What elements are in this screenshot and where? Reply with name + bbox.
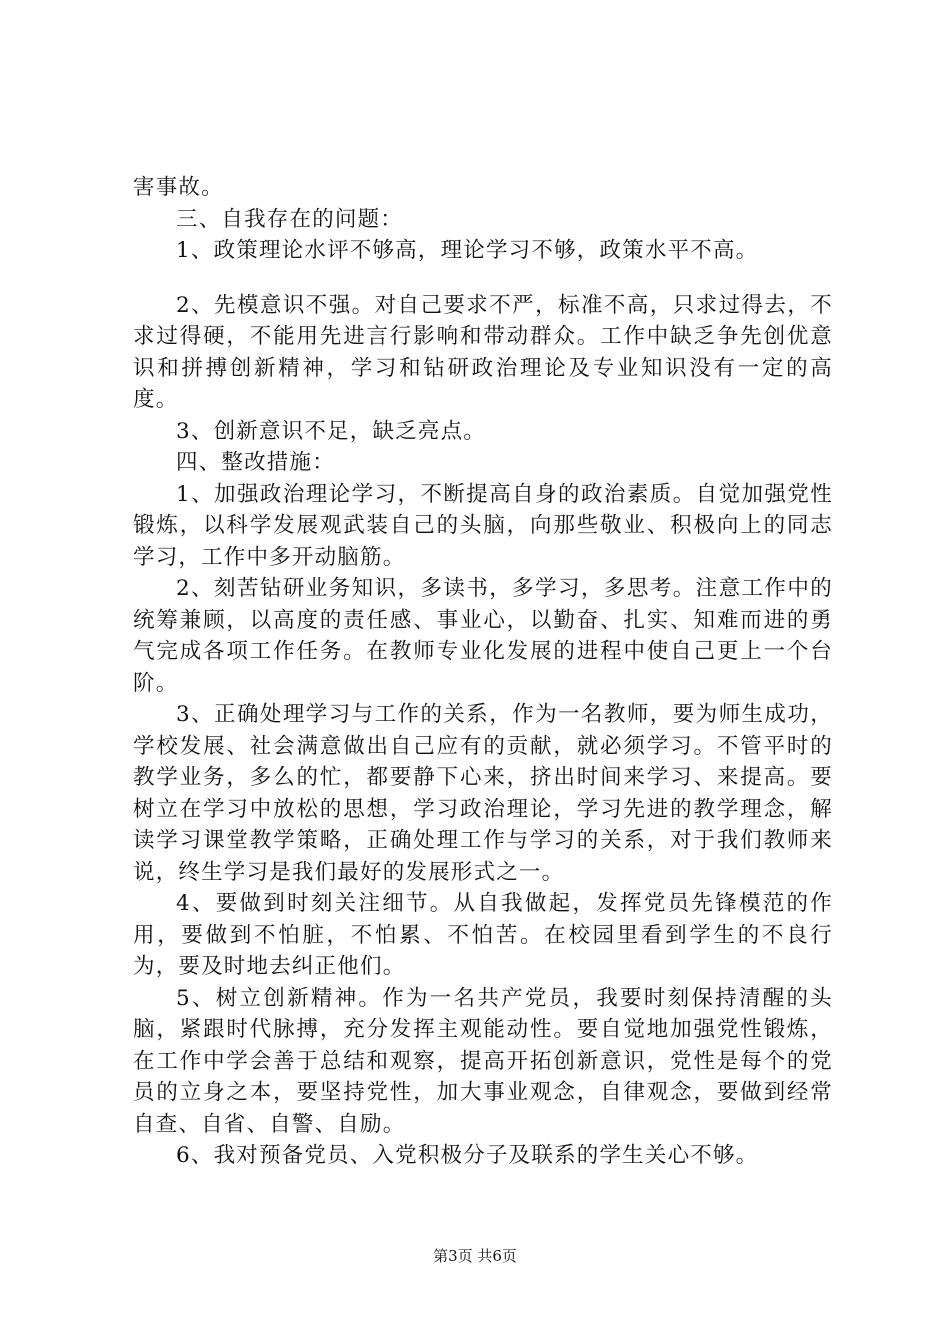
paragraph-problem-3: 3、创新意识不足，缺乏亮点。 xyxy=(176,418,486,444)
section-heading-problems: 三、自我存在的问题： xyxy=(176,206,404,232)
paragraph-measure-3: 3、正确处理学习与工作的关系，作为一名教师，要为师生成功，学校发展、社会满意做出自己应有的贡献，就必须学习。不管平时的教学业务，多么的忙，都要静下心来，挤出时间来学习、来提高。要树立在学习中放松的思想，学习政治理论，学习先进的教学理念，解读学习课堂教学策略，正确处理工作与学习的关系，对于我们教师来说，终生学习是我们最好的发展形式之一。 xyxy=(133,702,833,885)
paragraph-continuation: 害事故。 xyxy=(133,175,224,200)
paragraph-measure-2: 2、刻苦钻研业务知识，多读书，多学习，多思考。注意工作中的统筹兼顾，以高度的责任感、事业心，以勤奋、扎实、知难而进的勇气完成各项工作任务。在教师专业化发展的进程中使自己更上一个台阶。 xyxy=(133,576,833,696)
paragraph-problem-1: 1、政策理论水评不够高，理论学习不够，政策水平不高。 xyxy=(176,238,759,263)
paragraph-problem-2: 2、先模意识不强。对自己要求不严，标准不高，只求过得去，不求过得硬，不能用先进言行影响和带动群众。工作中缺乏争先创优意识和拼搏创新精神，学习和钻研政治理论及专业知识没有一定的高度。 xyxy=(133,292,833,412)
paragraph-measure-4: 4、要做到时刻关注细节。从自我做起，发挥党员先锋模范的作用，要做到不怕脏，不怕累、不怕苦。在校园里看到学生的不良行为，要及时地去纠正他们。 xyxy=(133,891,833,979)
paragraph-measure-1: 1、加强政治理论学习，不断提高自身的政治素质。自觉加强党性锻炼，以科学发展观武装自己的头脑，向那些敬业、积极向上的同志学习，工作中多开动脑筋。 xyxy=(133,481,833,570)
paragraph-measure-6: 6、我对预备党员、入党积极分子及联系的学生关心不够。 xyxy=(176,1143,759,1168)
document-body xyxy=(133,172,833,1172)
paragraph-measure-5: 5、树立创新精神。作为一名共产党员，我要时刻保持清醒的头脑，紧跟时代脉搏，充分发挥主观能动性。要自觉地加强党性锻炼，在工作中学会善于总结和观察，提高开拓创新意识，党性是每个的党员的立身之本，要坚持党性，加大事业观念，自律观念，要做到经常自查、自省、自警、自励。 xyxy=(133,985,833,1137)
section-heading-measures: 四、整改措施： xyxy=(176,450,335,475)
page-number-footer: 第3页 共6页 xyxy=(433,1247,517,1265)
